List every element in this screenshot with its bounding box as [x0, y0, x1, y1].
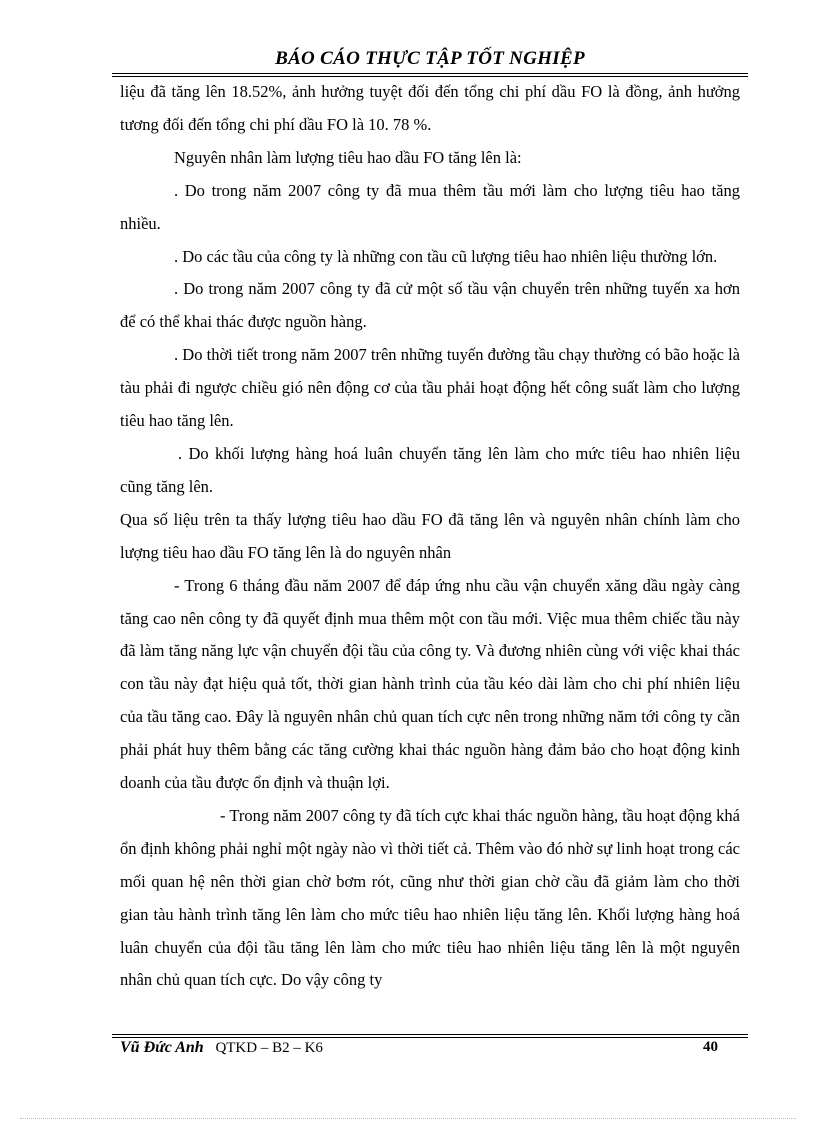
document-page	[112, 42, 748, 1062]
paragraph-cause-5: . Do khối lượng hàng hoá luân chuyển tăng lên làm cho mức tiêu hao nhiên liệu cũng tăng lên.	[120, 443, 740, 496]
paragraph-cause-3: . Do trong năm 2007 công ty đã cử một số tầu vận chuyển trên những tuyến xa hơn để có thể khai thác được nguồn hàng.	[120, 279, 740, 332]
paragraph-cause-4: . Do thời tiết trong năm 2007 trên những tuyến đường tầu chạy thường có bão hoặc là tàu phải đi ngược chiều gió nên động cơ của tầu phải hoạt động hết công suất làm cho lượng tiêu hao tăng lên.	[120, 345, 740, 431]
page-footer	[120, 1039, 740, 1057]
paragraph-causes-intro: Nguyên nhân làm lượng tiêu hao dầu FO tăng lên là:	[174, 147, 522, 167]
page-edge-dotted-line	[20, 1118, 796, 1119]
paragraph-cause-2: . Do các tầu của công ty là những con tầu cũ lượng tiêu hao nhiên liệu thường lớn.	[174, 246, 718, 266]
footer-author: Vũ Đức Anh	[120, 1039, 204, 1056]
paragraph-cause-1: . Do trong năm 2007 công ty đã mua thêm tầu mới làm cho lượng tiêu hao tăng nhiều.	[120, 180, 740, 233]
paragraph-reason-2: - Trong năm 2007 công ty đã tích cực khai thác nguồn hàng, tầu hoạt động khá ổn định không phải nghỉ một ngày nào vì thời tiết cả. Thêm vào đó nhờ sự linh hoạt trong các mối quan hệ nên thời gian chờ bơm rót, cũng như thời gian chờ cầu đã giảm làm cho thời gian tàu hành trình tăng lên làm cho mức tiêu hao nhiên liệu tăng lên. Khối lượng hàng hoá luân chuyển của đội tầu tăng lên làm cho mức tiêu hao nhiên liệu tăng lên là một nguyên nhân chủ quan tích cực. Do vậy công ty	[120, 805, 740, 990]
footer-double-rule	[112, 1034, 748, 1038]
body-text	[120, 76, 740, 997]
paragraph-summary: Qua số liệu trên ta thấy lượng tiêu hao dầu FO đã tăng lên và nguyên nhân chính làm cho lượng tiêu hao dầu FO tăng lên là do nguyên nhân	[120, 509, 740, 562]
page-number: 40	[703, 1039, 718, 1055]
page-header-title: BÁO CÁO THỰC TẬP TỐT NGHIỆP	[275, 48, 585, 69]
paragraph-continuation: liệu đã tăng lên 18.52%, ảnh hưởng tuyệt đối đến tổng chi phí dầu FO là đồng, ảnh hưởng tương đối đến tổng chi phí dầu FO là 10. 78 %.	[120, 82, 740, 134]
paragraph-reason-1: - Trong 6 tháng đầu năm 2007 để đáp ứng nhu cầu vận chuyển xăng dầu ngày càng tăng cao nên công ty đã quyết định mua thêm một con tầu mới. Việc mua thêm chiếc tầu này đã làm tăng năng lực vận chuyển đội tầu của công ty. Và đương nhiên cùng với việc khai thác con tầu này đạt hiệu quả tốt, thời gian hành trình của tầu kéo dài làm cho chi phí nhiên liệu của tầu tăng cao. Đây là nguyên nhân chủ quan tích cực nên trong những năm tới công ty cần phải phát huy thêm bằng các tăng cường khai thác nguồn hàng đảm bảo cho hoạt động kinh doanh của tầu được ổn định và thuận lợi.	[120, 575, 740, 793]
footer-class-code: QTKD – B2 – K6	[215, 1040, 323, 1056]
